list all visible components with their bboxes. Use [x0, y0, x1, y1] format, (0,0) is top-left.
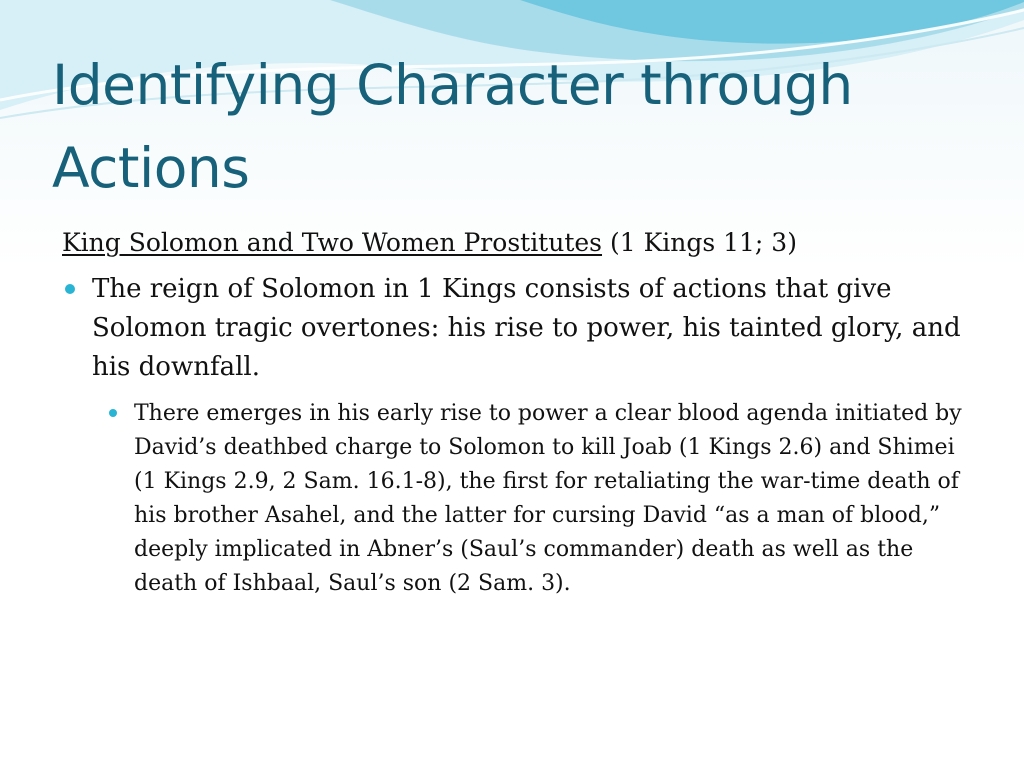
bullet-text: The reign of Solomon in 1 Kings consists of actions that give Solomon tragic overtones: his rise to power, his tainted glory, and his downfall. [92, 274, 961, 382]
sub-bullet-text: There emerges in his early rise to power a clear blood agenda initiated by David’s deathbed charge to Solomon to kill Joab (1 Kings 2.6) and Shimei (1 Kings 2.9, 2 Sam. 16.1-8), the first for retaliating the war-time death of his brother Asahel, and the latter for cursing David “as a man of blood,” deeply implicated in Abner’s (Saul’s commander) death as well as the death of Ishbaal, Saul’s son (2 Sam. 3). [134, 401, 962, 596]
bullet-dot-icon [65, 284, 75, 294]
subheading [62, 224, 974, 262]
sub-bullet-item [134, 397, 974, 601]
slide-title: Identifying Character through Actions [52, 53, 853, 200]
bullet-item [62, 270, 974, 387]
sub-bullet-dot-icon [109, 409, 117, 417]
slide-body [62, 224, 974, 601]
subheading-reference: (1 Kings 11; 3) [602, 228, 797, 257]
subheading-link[interactable]: King Solomon and Two Women Prostitutes [62, 228, 603, 257]
